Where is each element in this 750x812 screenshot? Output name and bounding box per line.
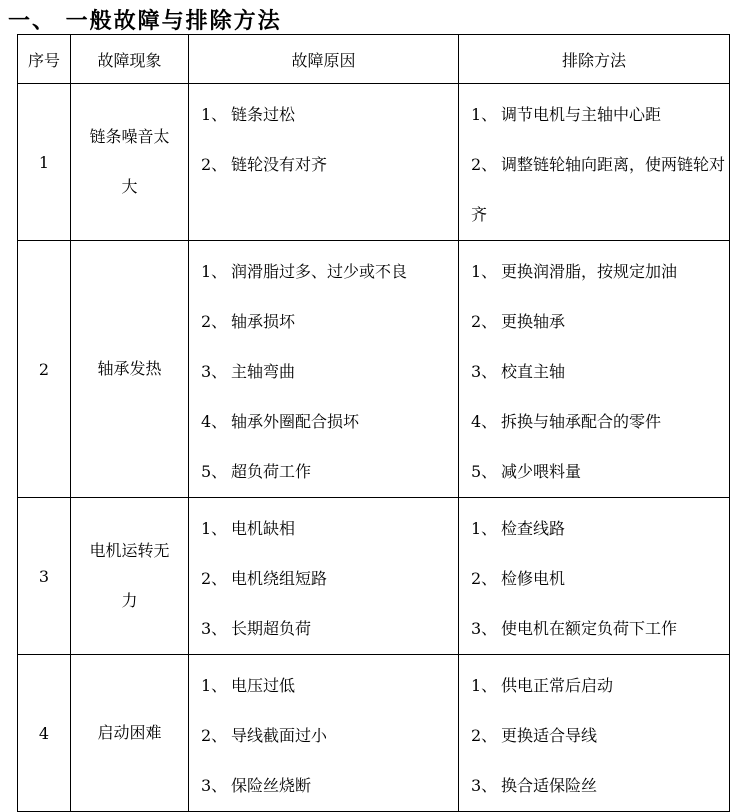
row-remedies	[459, 655, 730, 812]
list-item: 2、 电机绕组短路	[201, 569, 328, 588]
row-number: 2	[18, 241, 71, 498]
header-cause: 故障原因	[189, 35, 459, 84]
list-item: 1、 供电正常后启动	[471, 676, 614, 695]
list-item: 1、 润滑脂过多、过少或不良	[201, 262, 408, 281]
list-item: 3、 主轴弯曲	[201, 362, 296, 381]
list-item: 4、 轴承外圈配合损坏	[201, 412, 360, 431]
table-row	[18, 498, 730, 655]
list-item: 2、 更换适合导线	[471, 726, 598, 745]
fault-table	[17, 34, 730, 812]
table-row	[18, 84, 730, 241]
list-item: 2、 导线截面过小	[201, 726, 328, 745]
list-item: 3、 长期超负荷	[201, 619, 312, 638]
row-symptom: 轴承发热	[71, 241, 189, 498]
list-item: 3、 换合适保险丝	[471, 776, 598, 795]
list-item: 2、 轴承损坏	[201, 312, 296, 331]
row-number: 1	[18, 84, 71, 241]
row-causes	[189, 84, 459, 241]
list-item: 2、 检修电机	[471, 569, 566, 588]
row-causes	[189, 241, 459, 498]
list-item: 1、 更换润滑脂，按规定加油	[471, 262, 678, 281]
row-number: 4	[18, 655, 71, 812]
row-causes	[189, 655, 459, 812]
list-item: 2、 调整链轮轴向距离，使两链轮对齐	[471, 155, 726, 224]
row-symptom: 电机运转无力	[71, 498, 189, 655]
row-remedies	[459, 84, 730, 241]
list-item: 1、 检查线路	[471, 519, 566, 538]
list-item: 2、 链轮没有对齐	[201, 155, 328, 174]
list-item: 3、 校直主轴	[471, 362, 566, 381]
row-number: 3	[18, 498, 71, 655]
list-item: 1、 电压过低	[201, 676, 296, 695]
list-item: 4、 拆换与轴承配合的零件	[471, 412, 662, 431]
list-item: 5、 超负荷工作	[201, 462, 312, 481]
row-remedies	[459, 241, 730, 498]
list-item: 5、 减少喂料量	[471, 462, 582, 481]
list-item: 1、 链条过松	[201, 105, 296, 124]
list-item: 3、 使电机在额定负荷下工作	[471, 619, 678, 638]
header-symptom: 故障现象	[71, 35, 189, 84]
list-item: 3、 保险丝烧断	[201, 776, 312, 795]
row-symptom: 启动困难	[71, 655, 189, 812]
row-symptom: 链条噪音太大	[71, 84, 189, 241]
table-row	[18, 241, 730, 498]
header-number: 序号	[18, 35, 71, 84]
list-item: 2、 更换轴承	[471, 312, 566, 331]
row-remedies	[459, 498, 730, 655]
row-causes	[189, 498, 459, 655]
table-header-row	[18, 35, 730, 84]
list-item: 1、 电机缺相	[201, 519, 296, 538]
header-remedy: 排除方法	[459, 35, 730, 84]
table-row	[18, 655, 730, 812]
page-title: 一、 一般故障与排除方法	[8, 9, 282, 34]
list-item: 1、 调节电机与主轴中心距	[471, 105, 662, 124]
